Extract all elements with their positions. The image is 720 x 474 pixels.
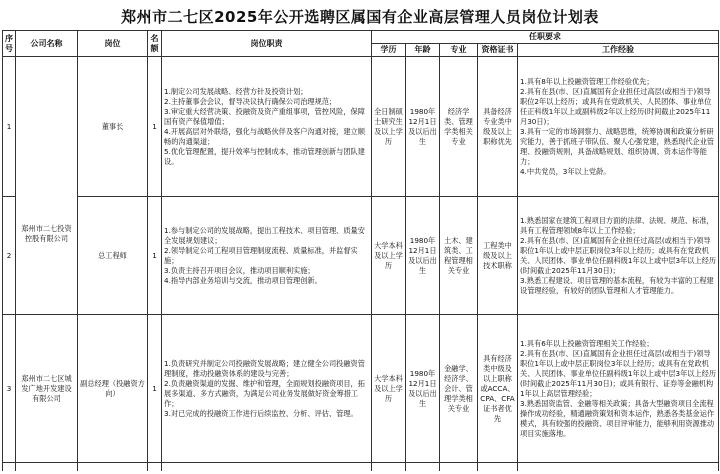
row-major: 金融学、经济学、会计、管理学类相关专业 <box>440 315 478 463</box>
row-seq: 3 <box>3 315 16 463</box>
row-education: 大学本科及以上学历 <box>372 197 406 315</box>
row-experience <box>518 197 719 315</box>
duty-item: 3.负责主持召开项目会议，推动项目顺利实施； <box>164 265 315 275</box>
duty-item: 5.优化管理配置，提升效率与控制成本，推动管理创新与团队建设。 <box>164 146 365 166</box>
header-certificate: 资格证书 <box>478 44 518 57</box>
header-row <box>3 31 719 44</box>
experience-item: 2.具有在县(市、区)直属国有企业担任过高层(或相当于)领导职位1年以上或中层正职岗位3年以上经历；或具有在党政机关、人民团体、事业单位任副科级1年以上或中层3年以上经历(时间截止2025年11月30日)；或具有银行、证券等金融机构1年以上高层管理经验； <box>520 348 717 398</box>
table-row <box>3 197 719 315</box>
header-age: 年龄 <box>406 44 440 57</box>
experience-item: 3.熟悉工程建设、项目管理的基本流程，有较为丰富的工程建设管理经验，有较好的团队管理和人才管理能力。 <box>520 275 714 295</box>
experience-item: 4.中共党员，3年以上党龄。 <box>520 166 611 176</box>
header-education: 学历 <box>372 44 406 57</box>
header-requirements: 任职要求 <box>372 31 719 44</box>
experience-item: 3.具有一定的市场洞察力、战略思维，统筹协调和政策分析研究能力，善于抓班子带队伍、聚人心强党建，熟悉现代企业管理、投融资规则，具备战略规划、组织协调、资本运作等能力； <box>520 126 715 166</box>
duty-item: 1.参与制定公司的发展战略，提出工程技术、项目管理、质量安全发展规划建议； <box>164 225 365 245</box>
row-quota: 1 <box>148 197 162 315</box>
row-major: 经济学类、管理学类相关专业 <box>440 57 478 197</box>
row-experience <box>518 57 719 197</box>
row-duties <box>162 315 372 463</box>
header-experience: 工作经验 <box>518 44 719 57</box>
row-company: 郑州市二七投资控股有限公司 <box>16 57 78 315</box>
duty-item: 1.制定公司发展战略、经营方针及投资计划； <box>164 86 308 96</box>
experience-item: 1.具有6年以上投融资管理相关工作经验； <box>520 338 654 348</box>
duty-item: 2.主持董事会会议，督导决议执行确保公司治理规范； <box>164 96 337 106</box>
table-row <box>3 57 719 197</box>
table-row-cutoff <box>3 463 719 472</box>
duty-item: 1.负责研究并制定公司投融资发展战略；建立健全公司投融资管理制度，推动投融资体系的建设与完善； <box>164 358 365 378</box>
row-education: 大学本科及以上学历 <box>372 315 406 463</box>
experience-item: 2.具有在县(市、区)直属国有企业担任过高层(或相当于)领导职位1年以上或中层正职岗位3年以上经历；或具有在党政机关、人民团体、事业单位任副科级1年以上或中层3年以上经历(时间截止2025年11月30日)； <box>520 235 717 275</box>
experience-item: 3.熟悉国资监管、金融等相关政策；具备大型融资项目全流程操作成功经验，精通融资策划和资本运作，熟悉各类基金运作模式，具有较强的投融资、项目评审能力，能够利用资源推动项目实施落地。 <box>520 398 715 438</box>
table-row <box>3 315 719 463</box>
row-company: 郑州市二七区城发广地开发建设有限公司 <box>16 315 78 463</box>
duty-item: 2.领导制定公司工程项目管理制度流程、质量标准，并监督实施； <box>164 245 358 265</box>
duty-item: 4.开展高层对外联络，强化与战略伙伴及客户沟通对接，建立顺畅的沟通渠道； <box>164 126 365 146</box>
row-duties <box>162 197 372 315</box>
row-experience <box>518 315 719 463</box>
row-certificate: 工程类中级及以上技术职称 <box>478 197 518 315</box>
header-company: 公司名称 <box>16 31 78 57</box>
row-age: 1980年12月1日及以后出生 <box>406 57 440 197</box>
row-position: 董事长 <box>78 57 148 197</box>
row-quota: 1 <box>148 315 162 463</box>
row-age: 1980年12月1日及以后出生 <box>406 197 440 315</box>
duty-item: 3.审定重大经营决策、投融资及资产重组事项，管控风险，保障国有资产保值增值； <box>164 106 365 126</box>
row-seq: 1 <box>3 57 16 197</box>
row-certificate: 具有经济类中级及以上职称或ACCA、CPA、CFA证书者优先 <box>478 315 518 463</box>
row-major: 土木、建筑类、工程管理相关专业 <box>440 197 478 315</box>
header-duties: 岗位职责 <box>162 31 372 57</box>
duty-item: 2.负责融资渠道的发掘、维护和管理，全面规划投融资项目，拓展多渠道、多方式融资，为满足公司业务发展做好资金筹措工作； <box>164 378 365 408</box>
header-seq: 序号 <box>3 31 16 57</box>
row-certificate: 具备经济专业类中级及以上职称优先 <box>478 57 518 197</box>
experience-item: 1.熟悉国家在建筑工程项目方面的法律、法规、规范、标准，具有工程管理领域8年以上工作经验； <box>520 215 714 235</box>
row-age: 1980年12月1日及以后出生 <box>406 315 440 463</box>
duty-item: 4.指导内部业务培训与交流，推动项目管理创新。 <box>164 275 322 285</box>
page-title: 郑州市二七区2025年公开选聘区属国有企业高层管理人员岗位计划表 <box>121 8 599 26</box>
duty-item: 3.对已完成的投融资工作进行后续监控、分析、评估、管理。 <box>164 408 358 418</box>
position-plan-table <box>2 30 719 471</box>
row-seq: 2 <box>3 197 16 315</box>
experience-item: 2.具有在县(市、区)直属国有企业担任过高层(或相当于)领导职位2年以上经历；或具有在党政机关、人民团体、事业单位任正科级1年以上或副科级2年以上经历(时间截止2025年11月30日)； <box>520 86 712 126</box>
row-education: 全日制硕士研究生及以上学历 <box>372 57 406 197</box>
header-major: 专业 <box>440 44 478 57</box>
header-position: 岗位 <box>78 31 148 57</box>
experience-item: 1.具有8年以上投融资管理工作经验优先； <box>520 76 654 86</box>
row-position: 总工程师 <box>78 197 148 315</box>
header-quota: 名额 <box>148 31 162 57</box>
row-quota: 1 <box>148 57 162 197</box>
row-duties <box>162 57 372 197</box>
row-position: 副总经理（投融资方向） <box>78 315 148 463</box>
